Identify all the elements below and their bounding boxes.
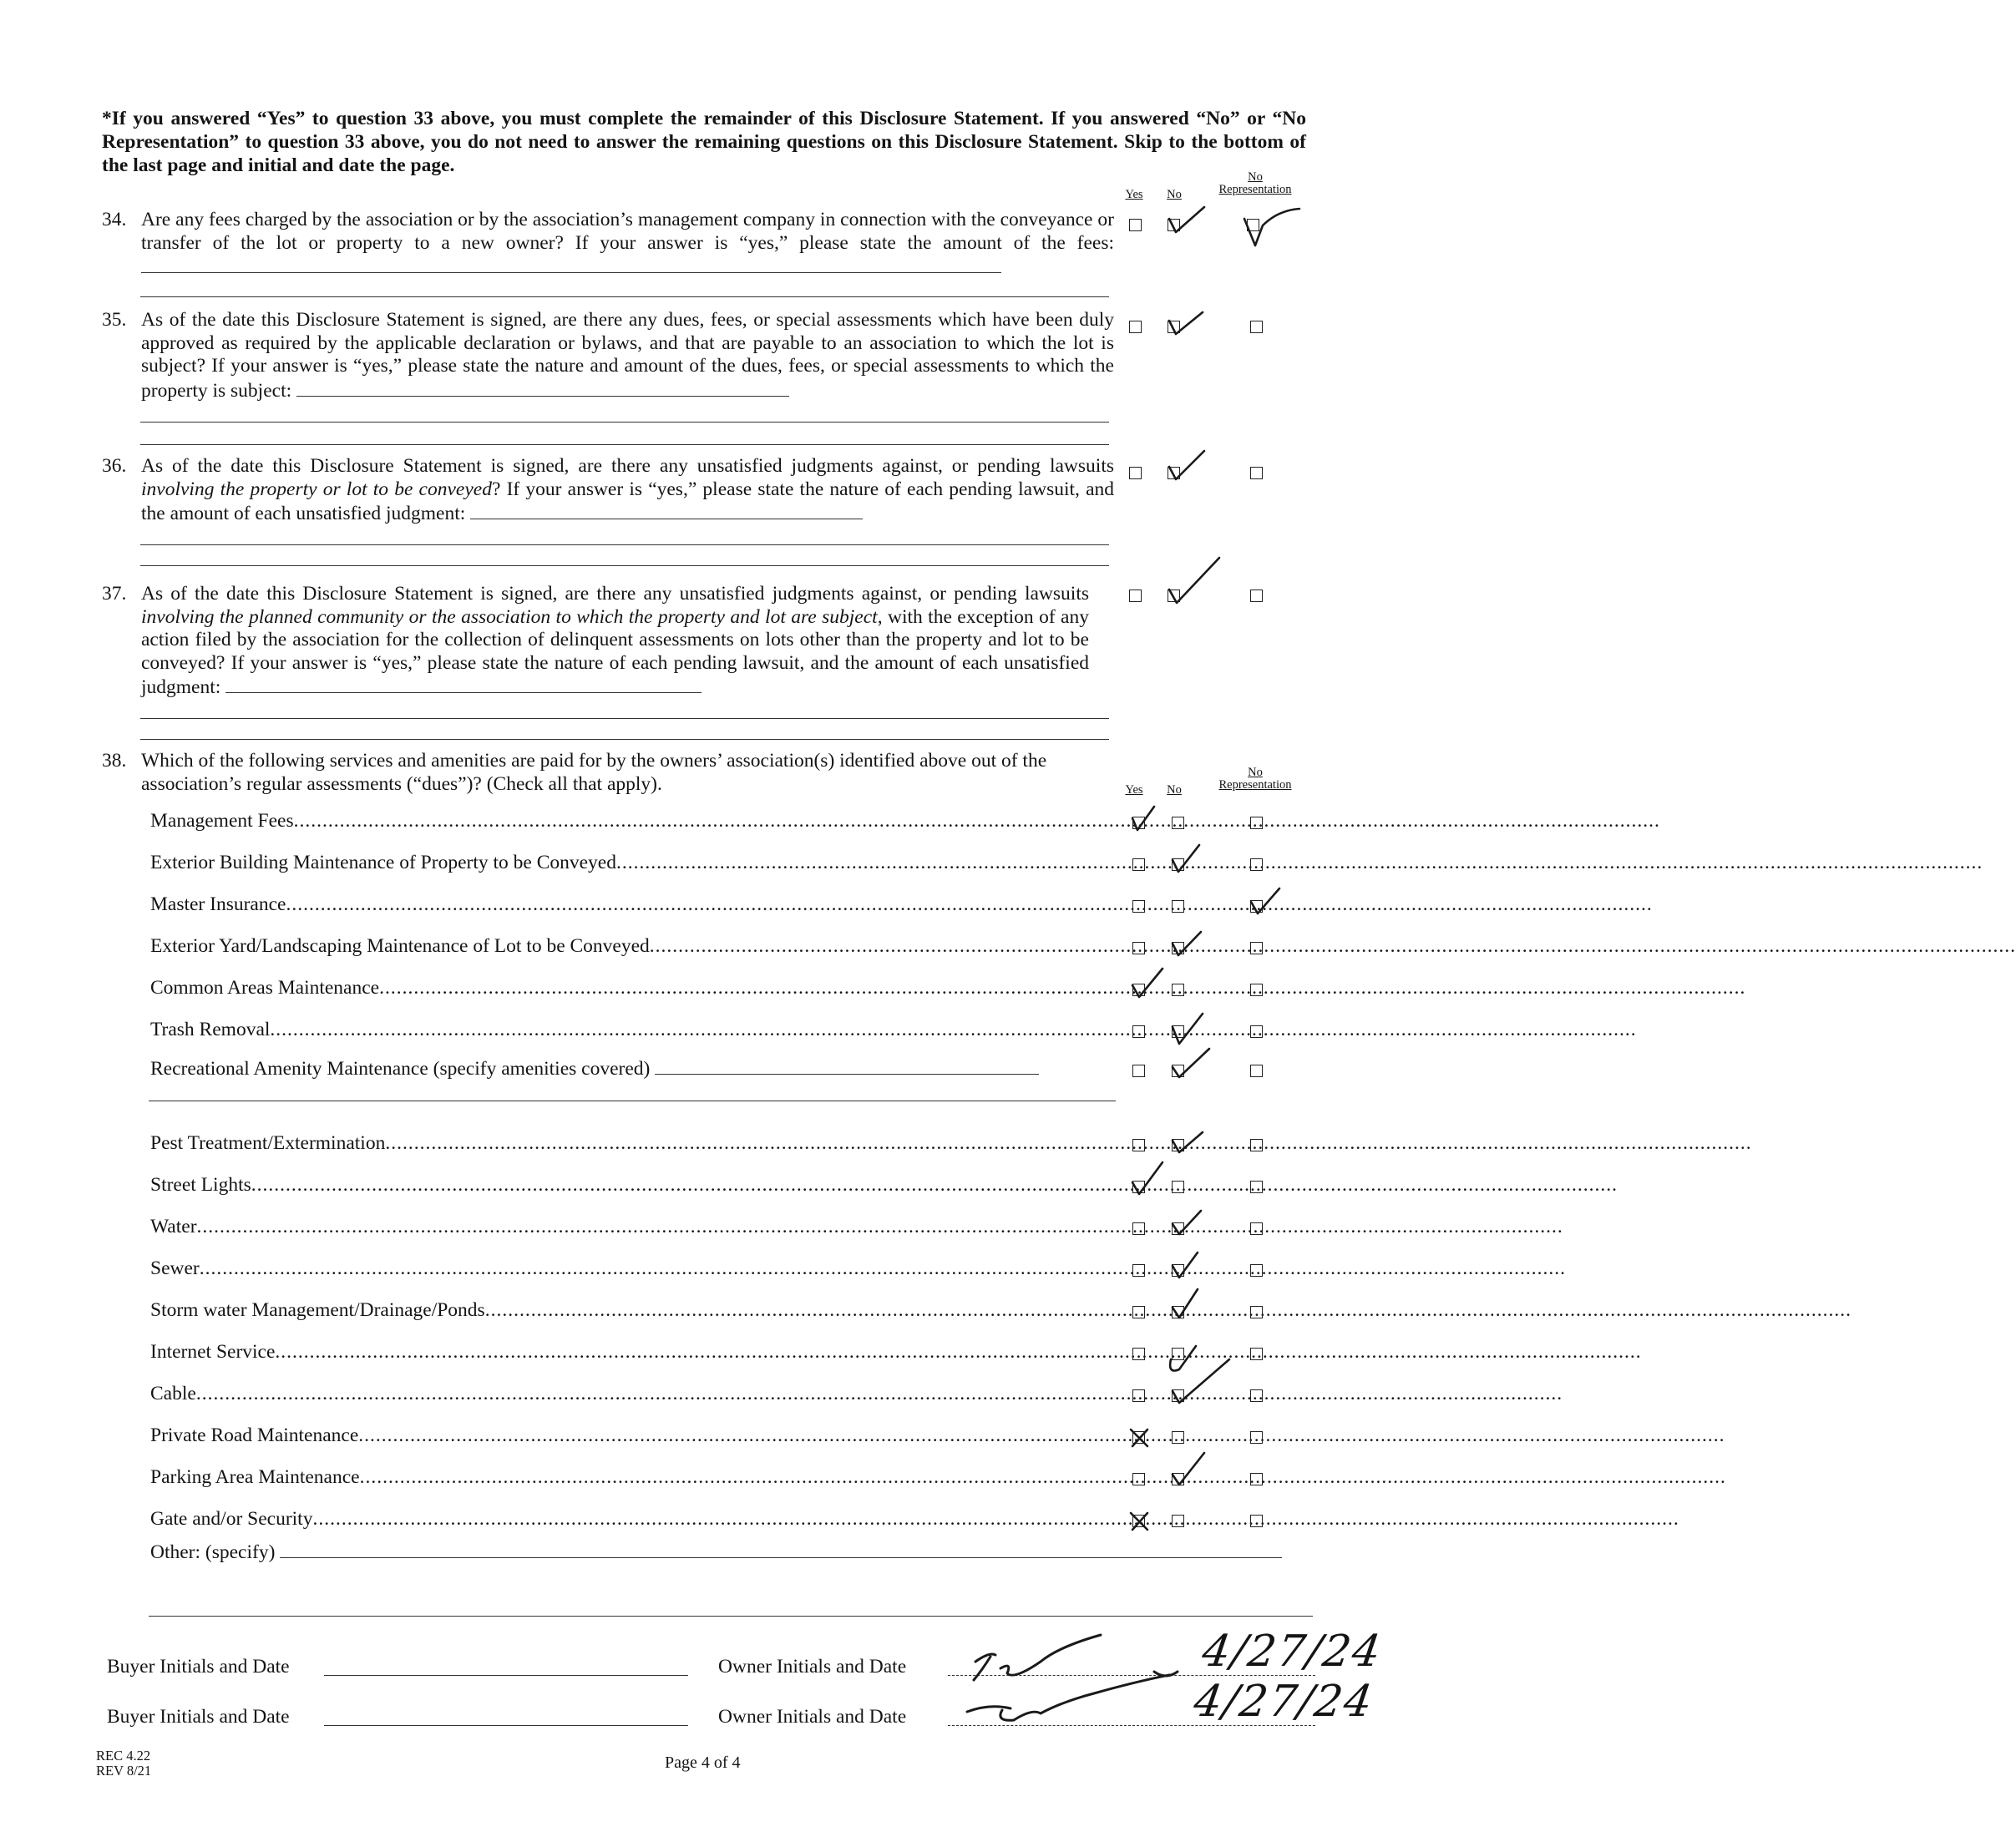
header-no-rep-line1: No (1248, 766, 1263, 779)
buyer-initials-label-1: Buyer Initials and Date (107, 1656, 290, 1678)
header-no: No (1167, 783, 1182, 797)
service-item-cable: Cable .............................................................................................................................................................................................................................................. (150, 1383, 1563, 1404)
header-yes: Yes (1125, 188, 1143, 201)
service-item-storm-water: Storm water Management/Drainage/Ponds .............................................................................................................................................................................................................................................. (150, 1299, 1851, 1321)
header-no-rep-line2: Representation (1218, 778, 1292, 792)
question-text: Which of the following services and amenities are paid for by the owners’ association(s) identified above out of the association’s regular assessments (“dues”)? (Check all that apply). (141, 750, 1047, 795)
header-no-rep-line1: No (1248, 170, 1263, 184)
page-number: Page 4 of 4 (665, 1754, 741, 1772)
question-text: As of the date this Disclosure Statement is signed, are there any dues, fees, or special assessments which have been duly approved as required by the applicable declaration or bylaws, and that are payable to an association to which the lot is subject? If your answer is “yes,” please state the nature and amount of the dues, fees, or special assessments to which the property is subject: (141, 309, 1114, 402)
form-code: REC 4.22 (96, 1748, 151, 1764)
intro-instructions: *If you answered “Yes” to question 33 above, you must complete the remainder of this Disclosure Statement. If you answered “No” or “No Representation” to question 33 above, you do not need to answer the remaining questions on this Disclosure Statement. Skip to the bottom of the last page and initial and date the page. (102, 108, 1306, 176)
service-item-private-road: Private Road Maintenance .............................................................................................................................................................................................................................................. (150, 1425, 1725, 1446)
service-item-trash-removal: Trash Removal .............................................................................................................................................................................................................................................. (150, 1019, 1637, 1040)
question-number: 38. (102, 750, 127, 772)
service-item-common-areas: Common Areas Maintenance .............................................................................................................................................................................................................................................. (150, 977, 1746, 999)
question-number: 34. (102, 209, 127, 230)
buyer-initials-label-2: Buyer Initials and Date (107, 1706, 290, 1728)
service-item-parking-area: Parking Area Maintenance .............................................................................................................................................................................................................................................. (150, 1466, 1726, 1488)
owner-date-2: 4/27/24 (1190, 1677, 1377, 1727)
question-number: 37. (102, 583, 127, 605)
service-item-master-insurance: Master Insurance .............................................................................................................................................................................................................................................. (150, 893, 1653, 915)
header-yes: Yes (1125, 783, 1143, 797)
service-item-management-fees: Management Fees .............................................................................................................................................................................................................................................. (150, 810, 1660, 832)
question-text: As of the date this Disclosure Statement is signed, are there any unsatisfied judgments against, or pending lawsuits involving the planned community or the association to which the property and lot are subject, with the exception of any action filed by the association for the collection of delinquent assessments on lots other than the property and lot to be conveyed? If your answer is “yes,” please state the nature of each pending lawsuit, and the amount of each unsatisfied judgment: (141, 583, 1089, 699)
question-number: 35. (102, 309, 127, 331)
question-text: Are any fees charged by the association or by the association’s management company in connection with the conveyance or transfer of the lot or property to a new owner? If your answer is “yes,” please state the amount of the fees: (141, 209, 1114, 280)
service-item-recreational-amenity: Recreational Amenity Maintenance (specify amenities covered) (150, 1056, 1119, 1081)
service-item-street-lights: Street Lights .............................................................................................................................................................................................................................................. (150, 1174, 1618, 1196)
service-item-pest-treatment: Pest Treatment/Extermination .............................................................................................................................................................................................................................................. (150, 1132, 1752, 1154)
service-item-gate-security: Gate and/or Security .............................................................................................................................................................................................................................................. (150, 1508, 1679, 1530)
header-no: No (1167, 188, 1182, 201)
question-number: 36. (102, 455, 127, 477)
service-item-exterior-yard: Exterior Yard/Landscaping Maintenance of Lot to be Conveyed .............................................................................................................................................................................................................................................. (150, 935, 2016, 957)
service-item-internet: Internet Service .............................................................................................................................................................................................................................................. (150, 1341, 1642, 1363)
owner-date-1: 4/27/24 (1198, 1627, 1385, 1677)
question-text: As of the date this Disclosure Statement is signed, are there any unsatisfied judgments against, or pending lawsuits involving the property or lot to be conveyed? If your answer is “yes,” please state the nature of each pending lawsuit, and the amount of each unsatisfied judgment: (141, 455, 1114, 525)
header-no-rep-line2: Representation (1218, 183, 1292, 196)
service-item-water: Water .............................................................................................................................................................................................................................................. (150, 1216, 1563, 1237)
service-item-sewer: Sewer .............................................................................................................................................................................................................................................. (150, 1258, 1566, 1279)
owner-initials-label-2: Owner Initials and Date (718, 1706, 907, 1728)
owner-initials-label-1: Owner Initials and Date (718, 1656, 907, 1678)
service-item-exterior-building: Exterior Building Maintenance of Property to be Conveyed .............................................................................................................................................................................................................................................. (150, 852, 1983, 873)
service-item-other: Other: (specify) (150, 1540, 1320, 1565)
form-revision: REV 8/21 (96, 1763, 152, 1779)
